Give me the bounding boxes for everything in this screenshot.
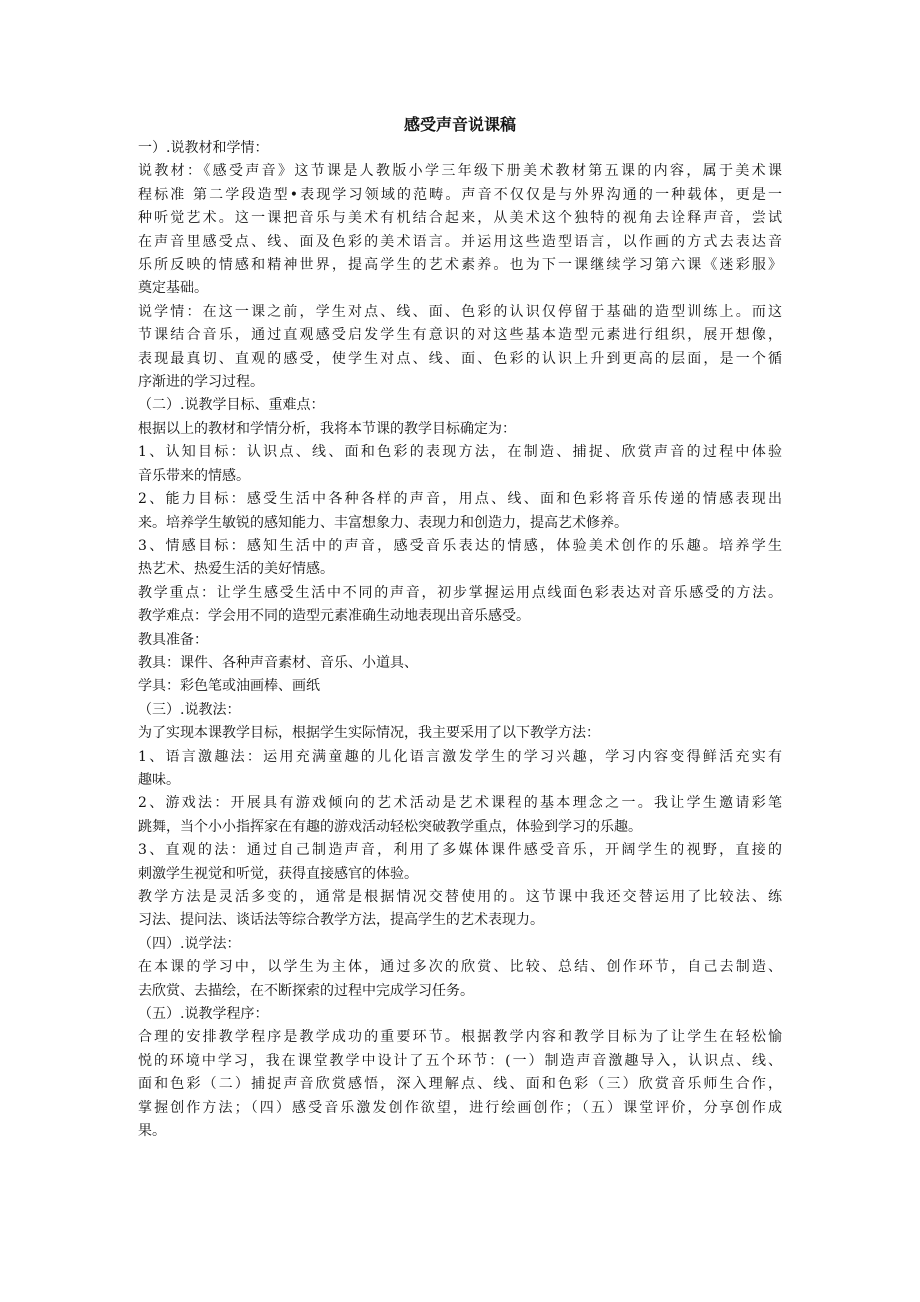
- paragraph-line: 去欣赏、去描绘，在不断探索的过程中完成学习任务。: [138, 982, 474, 999]
- paragraph-line: 掌握创作方法；（四）感受音乐激发创作欲望，进行绘画创作；（五）课堂评价，分享创作成: [138, 1099, 782, 1116]
- paragraph-line: 果。: [138, 1123, 166, 1140]
- paragraph-line: 说教材：《感受声音》这节课是人教版小学三年级下册美术教材第五课的内容，属于美术课: [138, 163, 782, 180]
- paragraph-line: 在本课的学习中，以学生为主体，通过多次的欣赏、比较、总结、创作环节，自己去制造、: [138, 959, 782, 976]
- paragraph-line: 3、情感目标：感知生活中的声音，感受音乐表达的情感，体验美术创作的乐趣。培养学生: [138, 537, 782, 554]
- paragraph-line: 习法、提问法、谈话法等综合教学方法，提高学生的艺术表现力。: [138, 912, 544, 929]
- paragraph-line: 种听觉艺术。这一课把音乐与美术有机结合起来，从美术这个独特的视角去诠释声音，尝试: [138, 210, 782, 227]
- paragraph-line: 1、语言激趣法：运用充满童趣的儿化语言激发学生的学习兴趣，学习内容变得鲜活充实有: [138, 748, 782, 765]
- section-heading: 一）.说教材和学情：: [138, 140, 269, 156]
- paragraph-line: 热艺术、热爱生活的美好情感。: [138, 561, 334, 578]
- section-heading: （四）.说学法：: [138, 935, 241, 952]
- paragraph-line: 3、直观的法：通过自己制造声音，利用了多媒体课件感受音乐，开阔学生的视野，直接的: [138, 842, 782, 859]
- paragraph-line: 悦的环境中学习，我在课堂教学中设计了五个环节：(一）制造声音激趣导入，认识点、线、: [138, 1052, 782, 1069]
- paragraph-line: 说学情：在这一课之前，学生对点、线、面、色彩的认识仅停留于基础的造型训练上。而这: [138, 303, 782, 320]
- paragraph-line: 为了实现本课教学目标，根据学生实际情况，我主要采用了以下教学方法：: [138, 725, 600, 742]
- paragraph-line: 2、游戏法：开展具有游戏倾向的艺术活动是艺术课程的基本理念之一。我让学生邀请彩笔: [138, 795, 782, 812]
- paragraph-line: 合理的安排教学程序是教学成功的重要环节。根据教学内容和教学目标为了让学生在轻松愉: [138, 1029, 782, 1046]
- paragraph-line: 乐所反映的情感和精神世界，提高学生的艺术素养。也为下一课继续学习第六课《迷彩服》: [138, 257, 782, 274]
- paragraph-line: 表现最真切、直观的感受，使学生对点、线、面、色彩的认识上升到更高的层面，是一个循: [138, 350, 782, 367]
- paragraph-line: 来。培养学生敏锐的感知能力、丰富想象力、表现力和创造力，提高艺术修养。: [138, 514, 628, 531]
- paragraph-line: 序渐进的学习过程。: [138, 374, 264, 391]
- paragraph-line: 面和色彩（二）捕捉声音欣赏感悟，深入理解点、线、面和色彩（三）欣赏音乐师生合作，: [138, 1076, 782, 1093]
- section-heading: （三）.说教法：: [138, 701, 241, 718]
- paragraph-line: 跳舞，当个小小指挥家在有趣的游戏活动轻松突破教学重点，体验到学习的乐趣。: [138, 818, 642, 835]
- paragraph-line: 学具：彩色笔或油画棒、画纸: [138, 678, 320, 695]
- document-body: [138, 137, 782, 1143]
- paragraph-line: 奠定基础。: [138, 280, 208, 297]
- paragraph-line: 2、能力目标：感受生活中各种各样的声音，用点、线、面和色彩将音乐传递的情感表现出: [138, 491, 782, 508]
- paragraph-line: 节课结合音乐，通过直观感受启发学生有意识的对这些基本造型元素进行组织，展开想像，: [138, 327, 782, 344]
- paragraph-line: 刺激学生视觉和听觉，获得直接感官的体验。: [138, 865, 418, 882]
- paragraph-line: 教学方法是灵活多变的，通常是根据情况交替使用的。这节课中我还交替运用了比较法、练: [138, 889, 782, 905]
- paragraph-line: 教具：课件、各种声音素材、音乐、小道具、: [138, 654, 418, 671]
- paragraph-line: 音乐带来的情感。: [138, 467, 250, 484]
- section-heading: （二）.说教学目标、重难点：: [138, 397, 325, 414]
- document-title: 感受声音说课稿: [403, 115, 516, 134]
- paragraph-line: 根据以上的教材和学情分析，我将本节课的教学目标确定为：: [138, 420, 516, 437]
- paragraph-line: 程标准 第二学段造型•表现学习领域的范畴。声音不仅仅是与外界沟通的一种载体，更是一: [138, 186, 782, 203]
- paragraph-line: 教学难点：学会用不同的造型元素准确生动地表现出音乐感受。: [138, 608, 530, 625]
- paragraph-line: 教学重点：让学生感受生活中不同的声音，初步掌握运用点线面色彩表达对音乐感受的方法。: [138, 584, 782, 601]
- paragraph-line: 在声音里感受点、线、面及色彩的美术语言。并运用这些造型语言，以作画的方式去表达音: [138, 233, 782, 250]
- section-heading: （五）.说教学程序：: [138, 1006, 269, 1023]
- paragraph-line: 1、认知目标：认识点、线、面和色彩的表现方法，在制造、捕捉、欣赏声音的过程中体验: [138, 444, 782, 461]
- paragraph-line: 教具准备：: [138, 631, 208, 648]
- paragraph-line: 趣味。: [138, 771, 180, 788]
